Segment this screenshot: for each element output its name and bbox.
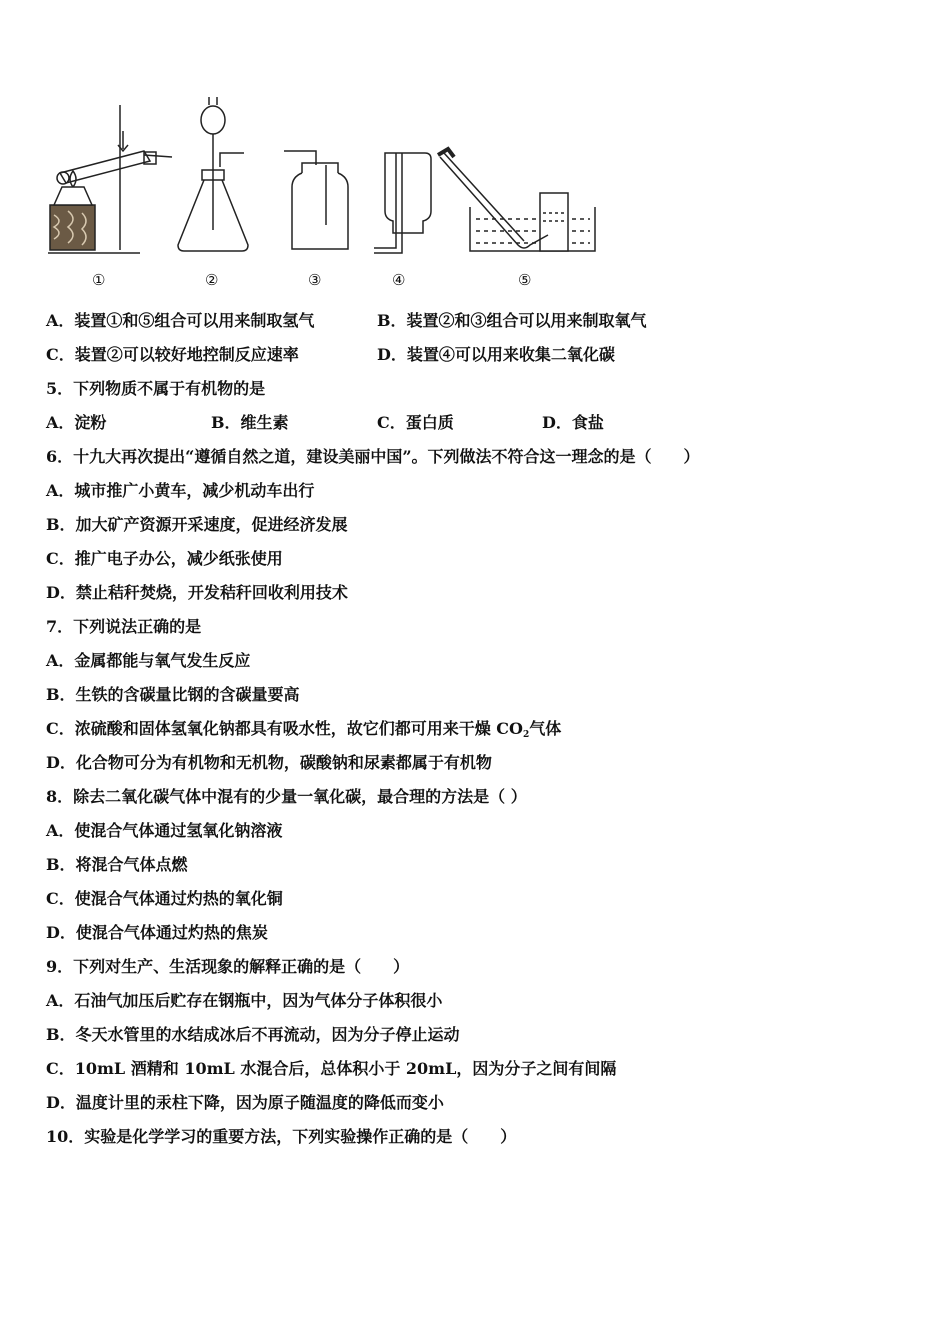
q4-option-a: A．装置①和⑤组合可以用来制取氢气 [46,311,315,330]
q8-stem: 8．除去二氧化碳气体中混有的少量一氧化碳，最合理的方法是（ ） [46,787,527,806]
q9-option-b: B．冬天水管里的水结成冰后不再流动，因为分子停止运动 [46,1025,460,1044]
apparatus-1-heating [48,105,172,253]
figure-label-5: ⑤ [518,271,532,289]
q9-option-c: C．10mL 酒精和 10mL 水混合后，总体积小于 20mL，因为分子之间有间隔 [46,1059,617,1078]
q7-option-c [46,719,561,745]
q5-option-d: D．食盐 [542,413,604,432]
figure-label-2: ② [205,271,219,289]
q5-stem: 5．下列物质不属于有机物的是 [46,379,266,398]
apparatus-4-inverted-bottle [374,153,431,253]
q6-option-d: D．禁止秸秆焚烧，开发秸秆回收利用技术 [46,583,348,602]
q8-option-b: B．将混合气体点燃 [46,855,188,874]
q4-option-c: C．装置②可以较好地控制反应速率 [46,345,299,364]
q6-option-c: C．推广电子办公，减少纸张使用 [46,549,283,568]
q7-option-a: A．金属都能与氧气发生反应 [46,651,251,670]
q9-option-a: A．石油气加压后贮存在钢瓶中，因为气体分子体积很小 [46,991,443,1010]
q10-stem: 10．实验是化学学习的重要方法，下列实验操作正确的是（ ） [46,1127,517,1146]
figure-label-1: ① [92,271,106,289]
apparatus-5-water-trough [438,149,595,251]
apparatus-3-bottle [284,151,348,249]
q7-option-c-tail: 气体 [529,719,562,738]
q9-stem: 9．下列对生产、生活现象的解释正确的是（ ） [46,957,410,976]
q7-option-c-subscript: 2 [522,730,530,740]
q8-option-d: D．使混合气体通过灼热的焦炭 [46,923,268,942]
q5-option-a: A．淀粉 [46,413,107,432]
q6-stem: 6．十九大再次提出“遵循自然之道，建设美丽中国”。下列做法不符合这一理念的是（ ） [46,447,700,466]
apparatus-figure [40,95,620,295]
figure-label-3: ③ [308,271,322,289]
q4-option-d: D．装置④可以用来收集二氧化碳 [377,345,615,364]
q7-option-d: D．化合物可分为有机物和无机物，碳酸钠和尿素都属于有机物 [46,753,492,772]
q6-option-a: A．城市推广小黄车，减少机动车出行 [46,481,315,500]
apparatus-drawing [40,95,620,295]
q7-option-c-text: C．浓硫酸和固体氢氧化钠都具有吸水性，故它们都可用来干燥 CO [46,719,523,738]
q7-option-b: B．生铁的含碳量比钢的含碳量要高 [46,685,300,704]
q6-option-b: B．加大矿产资源开采速度，促进经济发展 [46,515,348,534]
q8-option-c: C．使混合气体通过灼热的氧化铜 [46,889,283,908]
q5-option-c: C．蛋白质 [377,413,454,432]
q5-option-b: B．维生素 [211,413,289,432]
q9-option-d: D．温度计里的汞柱下降，因为原子随温度的降低而变小 [46,1093,444,1112]
q8-option-a: A．使混合气体通过氢氧化钠溶液 [46,821,283,840]
q7-stem: 7．下列说法正确的是 [46,617,202,636]
apparatus-2-flask [178,97,248,251]
figure-label-4: ④ [392,271,406,289]
q4-option-b: B．装置②和③组合可以用来制取氧气 [377,311,647,330]
